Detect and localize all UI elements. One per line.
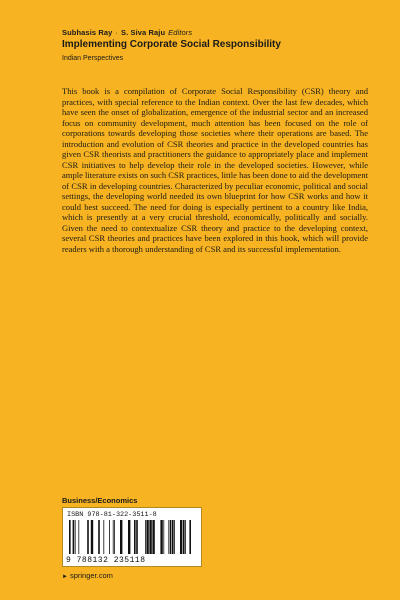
editor-name: Subhasis Ray xyxy=(62,28,113,37)
arrow-right-icon: ► xyxy=(62,574,68,580)
barcode-digits: 9 788132 235118 xyxy=(66,556,146,565)
book-subtitle: Indian Perspectives xyxy=(62,55,124,62)
isbn-barcode-block xyxy=(62,507,202,567)
editors-role: Editors xyxy=(168,28,193,37)
editors-line xyxy=(62,28,192,37)
publisher-link[interactable] xyxy=(62,571,113,580)
book-description: This book is a compilation of Corporate Social Responsibility (CSR) theory and practices, with special reference to the Indian context. Over the last few decades, which have seen the onset of globalization, emergence of the industrial sector and an increased focus on community development, much attention has been focused on the role of corporations towards developing those societies where their operations are based. The introduction and evolution of CSR theories and practice in the developed countries has given CSR theorists and practitioners the guidance to appropriately place and implement CSR initiatives to help develop their role in the developed societies. However, while ample literature exists on such CSR practices, little has been done to aid the development of CSR in developing countries. Characterized by peculiar economic, political and social settings, the developing world needed its own blueprint for how CSR works and how it could best succeed. The need for doing is especially pertinent to a country like India, which is presently at a very crucial threshold, economically, politically and socially. Given the need to contextualize CSR theory and practice to the developing context, several CSR theories and practices have been explored in this book, which will provide readers with a thorough understanding of CSR and its successful implementation. xyxy=(62,86,368,254)
barcode-icon xyxy=(69,520,197,556)
editor-name: S. Siva Raju xyxy=(121,28,166,37)
subject-category: Business/Economics xyxy=(62,496,138,505)
book-title: Implementing Corporate Social Responsibility xyxy=(62,39,281,50)
publisher-url: springer.com xyxy=(69,571,113,580)
editor-separator: · xyxy=(115,28,118,37)
isbn-number: ISBN 978-81-322-3511-8 xyxy=(67,511,157,519)
